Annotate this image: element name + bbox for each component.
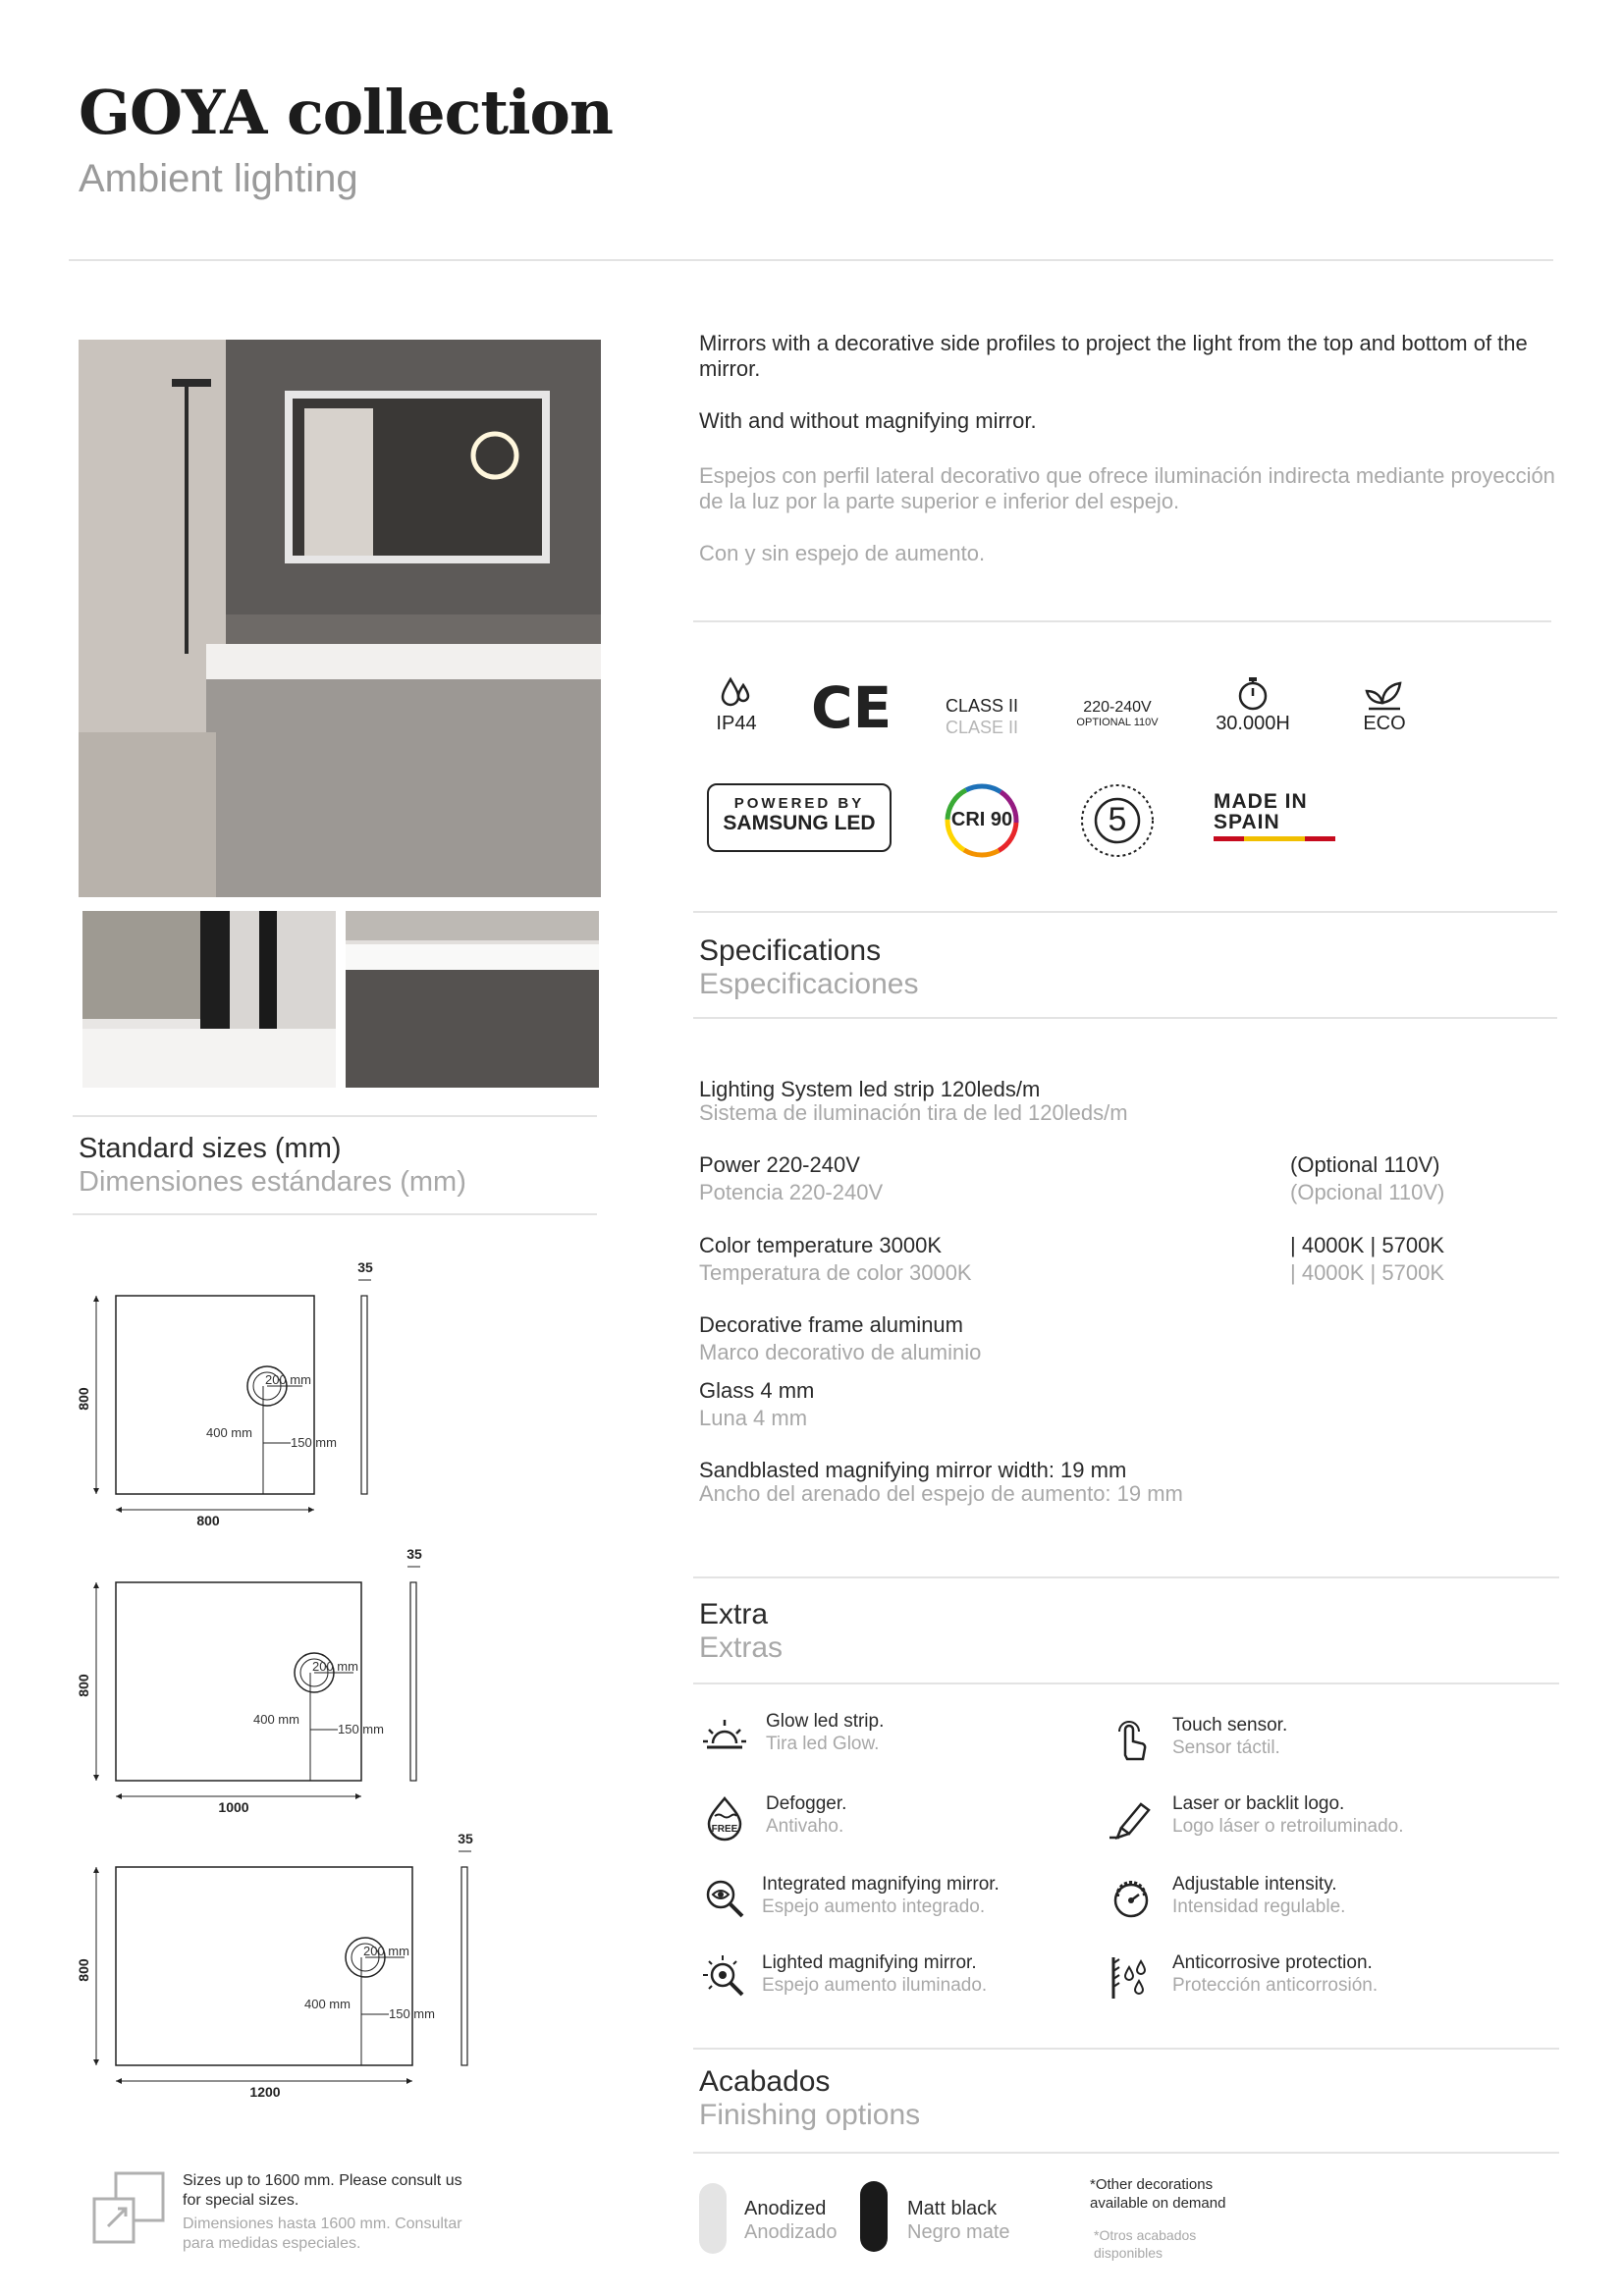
extra-lighted-magnifier [701,1951,1074,2010]
depth-label: 35 [458,1831,473,1846]
spec-frame-en: Decorative frame aluminum [699,1312,963,1337]
ce-mark: CE [811,674,893,741]
height-label: 800 [76,1958,91,1982]
extra-anticorrosion [1108,1951,1481,2010]
size-drawing-1200x800 [69,1818,491,2112]
finishes-divider [693,2152,1559,2154]
magnifier-icon [701,1875,748,1922]
depth-label: 35 [406,1546,422,1562]
ip44-label: IP44 [716,713,757,734]
specs-divider [693,1017,1557,1019]
extra-laser-en: Laser or backlit logo. [1172,1793,1345,1814]
extra-touch-en: Touch sensor. [1172,1715,1288,1735]
spec-item-sandblast [699,1457,1183,1508]
spec-lighting-es: Sistema de iluminación tira de led 120leds/m [699,1100,1128,1125]
extra-anticorrosion-es: Protección anticorrosión. [1172,1975,1379,1996]
extra-defogger-es: Antivaho. [766,1816,844,1837]
samsung-led-label: SAMSUNG LED [723,812,876,834]
class-ii-es: CLASE II [945,718,1019,737]
cri90-badge [943,781,1021,860]
voltage-optional: OPTIONAL 110V [1076,717,1159,728]
extra-defogger [701,1792,1074,1851]
intro-en-2: With and without magnifying mirror. [699,408,1037,433]
class-ii-badge [935,695,1029,738]
spain-label: SPAIN [1214,811,1280,833]
extra-touch-es: Sensor táctil. [1172,1737,1280,1758]
laser-pen-icon [1108,1794,1155,1842]
height-label: 800 [76,1387,91,1411]
warranty-years: 5 [1108,801,1127,838]
extras-top-divider [693,1576,1559,1578]
cri-label: CRI 90 [950,809,1013,830]
mirror-side-profile [361,1296,367,1494]
finish-anodized [744,2197,838,2244]
product-photo-main [79,340,601,897]
finishes-title-es: Acabados [699,2065,831,2098]
width-label: 1200 [249,2084,281,2100]
resize-icon [90,2169,169,2248]
finishes-top-divider [693,2048,1559,2050]
eco-leaf-icon [1363,673,1406,713]
class-ii-en: CLASS II [945,696,1019,716]
hours-badge [1204,675,1302,735]
spec-sandblast-es: Ancho del arenado del espejo de aumento: 19 mm [699,1481,1183,1506]
extra-integrated-magnifier [701,1873,1074,1932]
free-badge-text: FREE [711,1824,738,1835]
extra-glow-es: Tira led Glow. [766,1734,880,1754]
size-drawing-800x800 [69,1247,403,1541]
finish-matt-black-es: Negro mate [907,2221,1010,2243]
spec-power-optional-en: (Optional 110V) [1290,1152,1440,1177]
dimmer-icon [1108,1875,1155,1922]
ring-label: 200 mm [265,1372,311,1387]
page-title: GOYA collection [79,77,613,148]
hours-label: 30.000H [1216,713,1290,734]
offset-v-label: 400 mm [253,1712,299,1727]
lighted-magnifier-icon [701,1953,748,2001]
spec-glass-es: Luna 4 mm [699,1406,808,1430]
spec-glass-en: Glass 4 mm [699,1378,815,1403]
offset-h-label: 150 mm [389,2006,435,2021]
offset-v-label: 400 mm [206,1425,252,1440]
mirror-outline [116,1867,412,2065]
mirror-side-profile [410,1582,416,1781]
extras-title-es: Extras [699,1631,784,1664]
specs-title-en: Specifications [699,934,882,967]
spec-item-color-temp [699,1232,972,1287]
product-photo-detail-2 [346,911,599,1088]
water-drops-icon [717,673,756,713]
finishes-note-en: *Other decorations available on demand [1090,2176,1226,2212]
sizes-title-en: Standard sizes (mm) [79,1133,342,1164]
mirror-side-profile [461,1867,467,2065]
extra-integrated-magnifier-en: Integrated magnifying mirror. [762,1874,1000,1895]
height-label: 800 [76,1674,91,1697]
extra-integrated-magnifier-es: Espejo aumento integrado. [762,1896,986,1917]
swatch-anodized [699,2183,727,2254]
finishes-title-en: Finishing options [699,2099,921,2131]
width-label: 1000 [218,1799,249,1815]
spec-item-power [699,1151,883,1206]
intro-es-2: Con y sin espejo de aumento. [699,541,986,565]
swatch-matt-black [860,2181,888,2252]
extra-laser-es: Logo láser o retroiluminado. [1172,1816,1404,1837]
ip44-badge [709,673,764,735]
extras-title-en: Extra [699,1598,769,1630]
product-photo-detail-1 [82,911,336,1088]
samsung-led-badge [707,783,892,852]
eco-badge [1355,673,1414,735]
size-drawing-1000x800 [69,1533,461,1828]
extra-defogger-en: Defogger. [766,1793,847,1814]
made-in-label: MADE IN [1214,790,1308,813]
sizes-top-divider [73,1115,597,1117]
width-label: 800 [196,1513,220,1528]
voltage-badge [1068,699,1166,728]
spec-item-frame [699,1311,981,1366]
offset-h-label: 150 mm [338,1722,384,1736]
sizes-divider [73,1213,597,1215]
voltage-label: 220-240V [1083,699,1152,716]
finish-matt-black-en: Matt black [907,2198,998,2219]
extra-dimmer-en: Adjustable intensity. [1172,1874,1337,1895]
spec-item-power-optional [1290,1151,1444,1206]
made-in-spain-badge [1214,791,1337,841]
spec-item-lighting [699,1076,1128,1127]
intro-divider [693,620,1551,622]
finishes-note-es: *Otros acabados disponibles [1094,2227,1197,2261]
touch-icon [1108,1716,1155,1763]
header-divider [69,259,1553,261]
specs-title-es: Especificaciones [699,968,919,1000]
spec-lighting-en: Lighting System led strip 120leds/m [699,1077,1041,1101]
spec-color-temp-es: Temperatura de color 3000K [699,1260,972,1285]
finish-anodized-es: Anodizado [744,2221,838,2243]
extra-anticorrosion-en: Anticorrosive protection. [1172,1952,1373,1973]
spec-frame-es: Marco decorativo de aluminio [699,1340,982,1364]
intro-es-1: Espejos con perfil lateral decorativo que ofrece iluminación indirecta mediante proyección de la luz por la parte superior e inferior del espejo. [699,463,1555,513]
depth-label: 35 [357,1259,373,1275]
extra-lighted-magnifier-en: Lighted magnifying mirror. [762,1952,977,1973]
sizes-title-es: Dimensiones estándares (mm) [79,1166,466,1198]
spec-sandblast-en: Sandblasted magnifying mirror width: 19 mm [699,1458,1127,1482]
spec-color-temp-options-es: | 4000K | 5700K [1290,1260,1444,1285]
offset-v-label: 400 mm [304,1997,351,2011]
finish-matt-black [907,2197,1010,2244]
sizes-note-es: Dimensiones hasta 1600 mm. Consultar para medidas especiales. [183,2216,462,2252]
extra-lighted-magnifier-es: Espejo aumento iluminado. [762,1975,988,1996]
ring-label: 200 mm [363,1944,409,1958]
defogger-icon [701,1794,748,1842]
spec-color-temp-en: Color temperature 3000K [699,1233,943,1257]
spec-power-es: Potencia 220-240V [699,1180,884,1204]
glow-strip-icon [701,1712,748,1759]
extra-glow-strip [701,1710,1074,1769]
offset-h-label: 150 mm [291,1435,337,1450]
page-subtitle: Ambient lighting [79,157,358,200]
spec-power-en: Power 220-240V [699,1152,860,1177]
extra-touch-sensor [1108,1714,1481,1773]
spec-item-color-temp-options [1290,1232,1444,1287]
finish-anodized-en: Anodized [744,2198,827,2219]
ring-label: 200 mm [312,1659,358,1674]
extra-laser-logo [1108,1792,1481,1851]
stopwatch-icon [1234,675,1271,713]
extra-dimmer-es: Intensidad regulable. [1172,1896,1346,1917]
warranty-badge [1078,781,1157,860]
spain-flag-stripe [1214,836,1335,841]
eco-label: ECO [1363,713,1406,734]
spec-power-optional-es: (Opcional 110V) [1290,1180,1445,1204]
extras-divider [693,1682,1559,1684]
anticorrosion-icon [1108,1953,1155,2001]
intro-en-1: Mirrors with a decorative side profiles to project the light from the top and bottom of the mirror. [699,331,1528,381]
spec-item-glass [699,1377,814,1432]
spec-color-temp-options-en: | 4000K | 5700K [1290,1233,1444,1257]
sizes-note-en: Sizes up to 1600 mm. Please consult us for special sizes. [183,2172,462,2209]
samsung-powered-by: POWERED BY [733,795,865,812]
extra-adjustable-intensity [1108,1873,1481,1932]
extra-glow-en: Glow led strip. [766,1711,885,1732]
cert-divider [693,911,1557,913]
